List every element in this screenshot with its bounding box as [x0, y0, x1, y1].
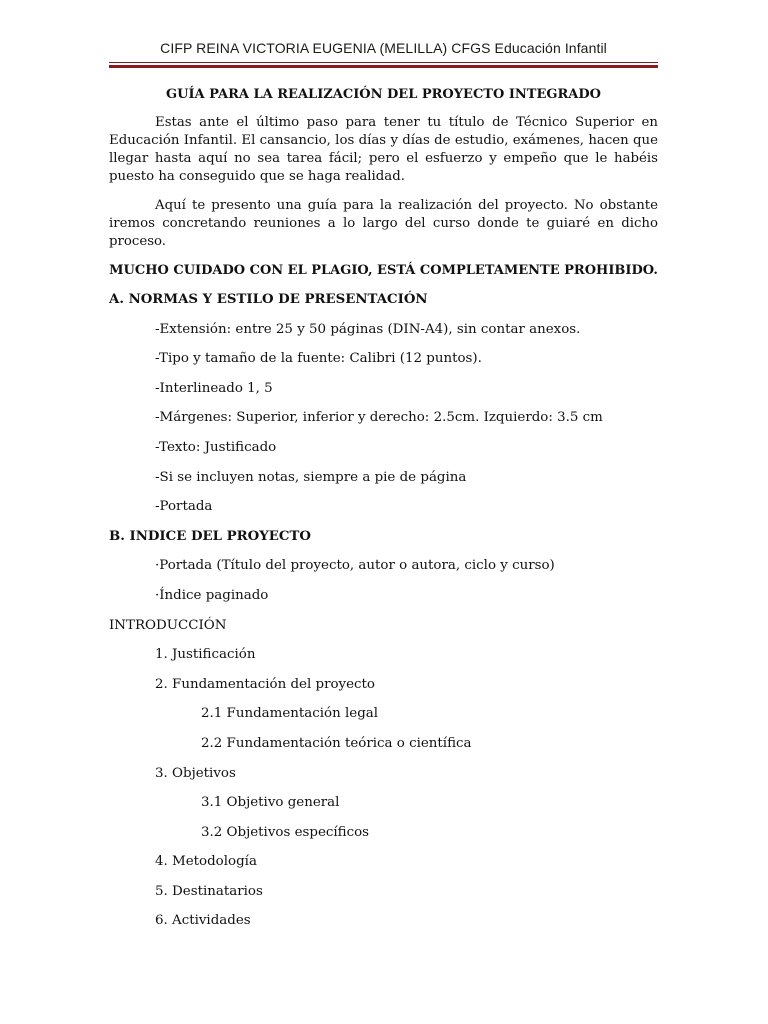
header-rule-thin [109, 62, 658, 63]
header-rule-thick [109, 65, 658, 68]
list-item: -Interlineado 1, 5 [155, 380, 273, 396]
section-a-heading: A. NORMAS Y ESTILO DE PRESENTACIÓN [109, 292, 428, 307]
list-item: ·Portada (Título del proyecto, autor o autora, ciclo y curso) [155, 558, 555, 574]
index-entry: 4. Metodología [155, 854, 257, 870]
index-entry: 3. Objetivos [155, 765, 236, 781]
list-item: -Si se incluyen notas, siempre a pie de página [155, 469, 467, 485]
index-introduction: INTRODUCCIÓN [109, 617, 227, 633]
index-entry: 5. Destinatarios [155, 883, 263, 899]
list-item: -Texto: Justificado [155, 439, 277, 455]
document-title: GUÍA PARA LA REALIZACIÓN DEL PROYECTO INTEGRADO [166, 87, 601, 102]
page-header: CIFP REINA VICTORIA EUGENIA (MELILLA) CFGS Educación Infantil [160, 40, 607, 56]
list-item: ·Índice paginado [155, 587, 269, 603]
list-item: -Portada [155, 499, 213, 515]
document-body [109, 86, 658, 942]
index-subentry: 3.2 Objetivos específicos [201, 824, 370, 840]
index-subentry: 2.1 Fundamentación legal [201, 706, 379, 722]
section-b-heading: B. INDICE DEL PROYECTO [109, 528, 311, 544]
index-entry: 1. Justificación [155, 647, 256, 663]
index-subentry: 2.2 Fundamentación teórica o científica [201, 735, 472, 751]
list-item: -Márgenes: Superior, inferior y derecho: 2.5cm. Izquierdo: 3.5 cm [155, 410, 603, 426]
index-entry: 6. Actividades [155, 913, 251, 929]
intro-paragraph-1: Estas ante el último paso para tener tu título de Técnico Superior en Educación Infantil. El cansancio, los días y días de estudio, exámenes, hacen que llegar hasta aquí no sea tarea fácil; pero el esfuerzo y empeño que le habéis puesto ha conseguido que se haga realidad. [109, 115, 658, 184]
plagiarism-warning: MUCHO CUIDADO CON EL PLAGIO, ESTÁ COMPLETAMENTE PROHIBIDO. [109, 263, 658, 278]
index-entry: 2. Fundamentación del proyecto [155, 676, 375, 692]
intro-paragraph-2: Aquí te presento una guía para la realización del proyecto. No obstante iremos concretando reuniones a lo largo del curso donde te guiaré en dicho proceso. [109, 198, 658, 249]
list-item: -Tipo y tamaño de la fuente: Calibri (12 puntos). [155, 351, 482, 367]
list-item: -Extensión: entre 25 y 50 páginas (DIN-A4), sin contar anexos. [155, 321, 581, 337]
index-subentry: 3.1 Objetivo general [201, 795, 340, 811]
